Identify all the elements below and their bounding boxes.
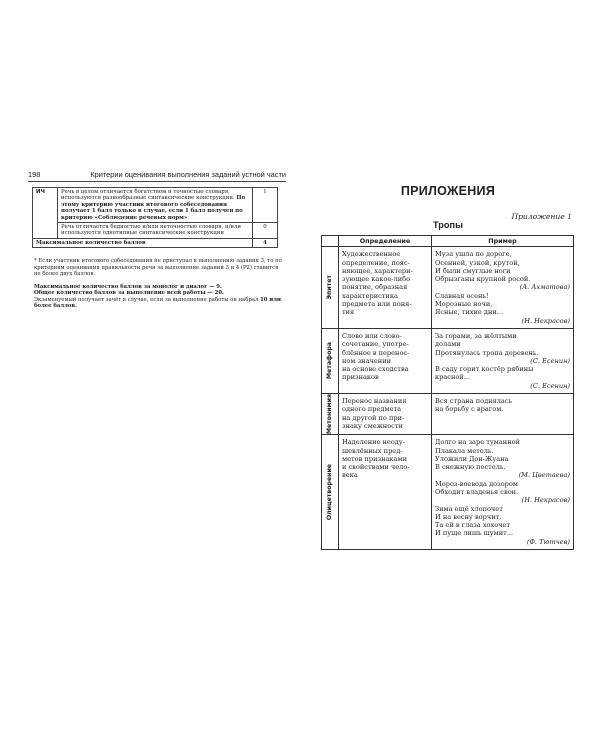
example-author: (Н. Некрасов) <box>521 316 570 325</box>
tropes-table <box>321 235 574 550</box>
trope-term-cell <box>322 247 339 329</box>
left-page <box>28 170 286 309</box>
appendix-label: Приложение 1 <box>511 212 572 221</box>
trope-row <box>322 394 574 435</box>
example-line: красной... <box>435 373 471 382</box>
definition-line: века <box>342 471 358 480</box>
max-score-label: Максимальное количество баллов <box>33 238 253 247</box>
definition-line: блённое в перенос- <box>342 348 410 357</box>
definition-line: на основе сходства <box>342 365 409 374</box>
definition-line: ном значении <box>342 356 391 365</box>
trope-definition <box>339 394 432 435</box>
definition-line: одного предмета <box>342 405 402 414</box>
definition-line: зующее какое-либо <box>342 275 411 284</box>
page-number: 198 <box>28 170 41 179</box>
trope-definition <box>339 435 432 550</box>
summary-pass-condition <box>34 297 286 310</box>
definition-line: знаку смежности <box>342 421 403 430</box>
trope-term: Эпитет <box>325 275 333 300</box>
summary-pass-threshold: 10 или более баллов. <box>34 296 281 310</box>
trope-term-cell <box>322 435 339 550</box>
definition-column-header: Определение <box>339 236 432 247</box>
definition-line: Перенос названия <box>342 397 407 406</box>
trope-term-cell <box>322 394 339 435</box>
max-score-value: 4 <box>253 238 278 247</box>
trope-example <box>432 247 574 329</box>
definition-line: и свойствами чело- <box>342 463 410 472</box>
trope-term: Олицетворение <box>325 464 333 521</box>
criteria-row <box>33 188 278 223</box>
example-author: (Н. Некрасов) <box>521 496 570 505</box>
example-line: Ясные, тихие дни... <box>435 308 504 317</box>
example-line: Вся страна поднялась <box>435 397 513 406</box>
example-author: (С. Есенин) <box>530 356 570 365</box>
criteria-row <box>33 223 278 239</box>
criteria-table <box>32 187 278 248</box>
criterion-text: Речь в целом отличается богатством и точностью словаря, используются разнообразные синтаксические конструкции. <box>61 189 235 202</box>
example-line: Протянулась тропа деревень. <box>435 348 539 357</box>
definition-line: на другой по при- <box>342 413 405 422</box>
trope-row <box>322 435 574 550</box>
definition-line: Наделение неоду- <box>342 438 405 447</box>
trope-example <box>432 394 574 435</box>
example-line: И были смуглые ноги <box>435 266 511 275</box>
example-line: Мороз-воевода дозором <box>435 479 519 488</box>
example-line: И на весну ворчит. <box>435 512 502 521</box>
tropes-body <box>322 247 574 550</box>
trope-term-cell <box>322 328 339 393</box>
example-line: Зима ещё хлопочет <box>435 504 503 513</box>
running-header: Критерии оценивания выполнения заданий устной части <box>90 170 286 179</box>
criterion-score: 1 <box>253 188 278 223</box>
definition-line: Художественное <box>342 250 401 259</box>
summary-pass-text: Экзаменуемый получает зачёт в случае, если за выполнение работы он набрал <box>34 296 261 303</box>
definition-line: определение, пояс- <box>342 258 410 267</box>
trope-term: Метафора <box>325 342 333 380</box>
term-column-header <box>322 236 339 247</box>
definition-line: признаков <box>342 373 379 382</box>
criterion-description <box>58 188 253 223</box>
example-line: В саду горит костёр рябины <box>435 365 534 374</box>
definition-line: понятие, образная <box>342 283 408 292</box>
example-author: (М. Цветаева) <box>518 471 570 480</box>
trope-definition <box>339 328 432 393</box>
section-title: ПРИЛОЖЕНИЯ <box>400 184 496 198</box>
table-title: Тропы <box>433 220 463 230</box>
trope-example <box>432 435 574 550</box>
example-column-header: Пример <box>432 236 574 247</box>
definition-line: шевлённых пред- <box>342 446 403 455</box>
example-line: За горами, за жёлтыми <box>435 331 517 340</box>
criterion-description: Речь отличается бедностью и/или неточностью словаря, и/или используются однотипные синтаксические конструкции <box>58 223 253 239</box>
trope-example <box>432 328 574 393</box>
definition-line: метов признаками <box>342 454 407 463</box>
right-page <box>318 184 578 550</box>
trope-definition <box>339 247 432 329</box>
example-line: Уложили Дон-Жуана <box>435 454 509 463</box>
definition-line: тия <box>342 308 355 317</box>
summary-total: Общее количество баллов за выполнение всей работы — 20. <box>34 290 224 297</box>
definition-line: сочетание, употре- <box>342 340 409 349</box>
criterion-score: 0 <box>253 223 278 239</box>
example-line: Славная осень! <box>435 291 489 300</box>
footnote: * Если участник итогового собеседования не приступал к выполнению задания 3, то по критериям оценивания правильности речи за выполнение заданий 3 и 4 (Р2) ставится не более двух баллов. <box>34 258 282 277</box>
left-page-header <box>28 170 286 182</box>
score-summary <box>28 284 286 309</box>
example-author: (Ф. Тютчев) <box>526 537 570 546</box>
example-line: Осенней, узкой, крутой, <box>435 258 520 267</box>
example-line: на борьбу с врагом. <box>435 405 504 414</box>
example-line: Морозные ночи, <box>435 300 493 309</box>
example-line: долами <box>435 340 461 349</box>
definition-line: няющее, характери- <box>342 266 413 275</box>
criterion-bold-note: По этому критерию участник итогового собеседования получает 1 балл только в случае, если 1 балл получен по критерию «Соблюдение речевых норм» <box>61 195 246 221</box>
example-line: В снежную постель. <box>435 463 506 472</box>
definition-line: предмета или поня- <box>342 300 412 309</box>
example-line: И пуще лишь шумит... <box>435 529 514 538</box>
criterion-code: ИЧ <box>33 188 58 239</box>
criteria-max-row <box>33 238 278 247</box>
example-line: Обходит владенья свои. <box>435 488 519 496</box>
trope-row <box>322 247 574 329</box>
example-line: Плакала метель. <box>435 446 494 455</box>
example-author: (С. Есенин) <box>530 381 570 390</box>
example-line: Та ей в глаза хохочет <box>435 521 511 530</box>
tropes-header-row <box>322 236 574 247</box>
definition-line: Слово или слово- <box>342 331 402 340</box>
definition-line: характеристика <box>342 291 398 300</box>
example-line: Долго на заре туманной <box>435 438 520 447</box>
summary-max-monologue: Максимальное количество баллов за монолог и диалог — 9. <box>34 284 222 291</box>
trope-row <box>322 328 574 393</box>
trope-term: Метонимия <box>325 394 333 435</box>
example-author: (А. Ахматова) <box>519 283 570 292</box>
example-line: Муза ушла по дороге, <box>435 250 512 259</box>
example-line: Обрызганы крупной росой. <box>435 275 531 284</box>
